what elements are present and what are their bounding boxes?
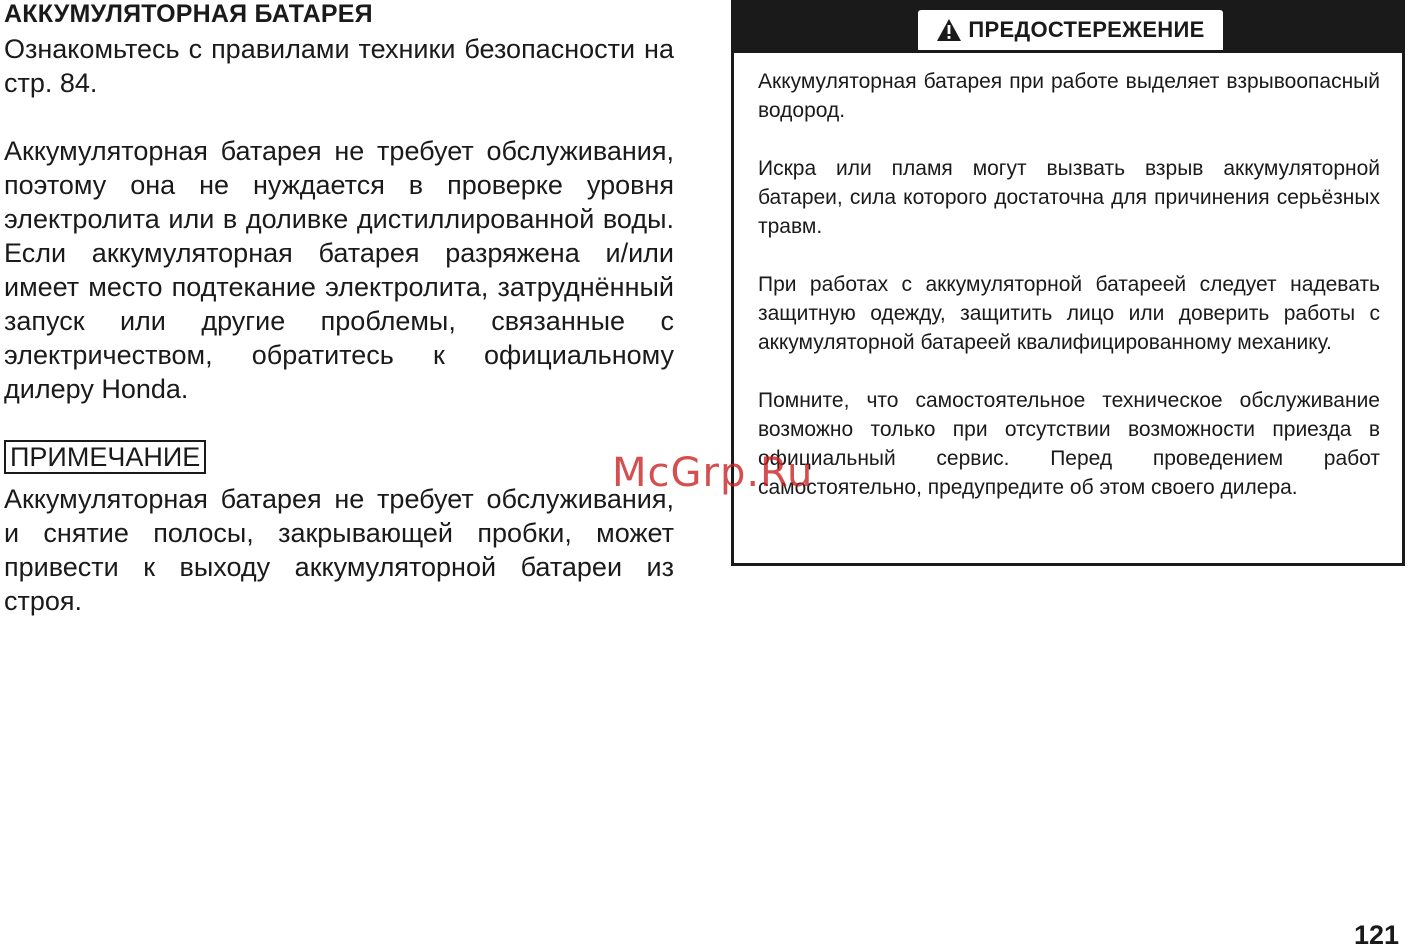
warning-triangle-icon <box>936 18 962 42</box>
warning-title: ПРЕДОСТЕРЕЖЕНИЕ <box>968 17 1205 42</box>
note-label: ПРИМЕЧАНИЕ <box>4 440 206 474</box>
warning-body <box>734 53 1402 502</box>
page-number: 121 <box>1353 920 1399 950</box>
warning-paragraph: Аккумуляторная батарея при работе выделяет взрывоопасный водород. <box>758 70 1380 122</box>
watermark: McGrp.Ru <box>612 450 814 496</box>
safety-reference-text: Ознакомьтесь с правилами техники безопасности на стр. 84. <box>4 34 674 98</box>
left-column <box>4 0 674 618</box>
warning-paragraph: Искра или пламя могут вызвать взрыв аккумуляторной батареи, сила которого достаточна для причинения серьёзных травм. <box>758 157 1380 238</box>
note-text: Аккумуляторная батарея не требует обслуживания, и снятие полосы, закрывающей пробки, может привести к выходу аккумуляторной батареи из строя. <box>4 484 674 616</box>
section-title: АККУМУЛЯТОРНАЯ БАТАРЕЯ <box>4 0 373 28</box>
warning-paragraph: Помните, что самостоятельное техническое обслуживание возможно только при отсутствии возможности приезда в официальный сервис. Перед проведением работ самостоятельно, предупредите об этом своего дилера. <box>758 389 1380 499</box>
warning-box <box>731 0 1405 566</box>
battery-maintenance-text: Аккумуляторная батарея не требует обслуживания, поэтому она не нуждается в проверке уровня электролита или в доливке дистиллированной воды. Если аккумуляторная батарея разряжена и/или имеет место подтекание электролита, затруднённый запуск или другие проблемы, связанные с электричеством, обратитесь к официальному дилеру Honda. <box>4 136 674 404</box>
warning-header <box>734 0 1402 53</box>
warning-title-tab <box>918 10 1223 50</box>
warning-paragraph: При работах с аккумуляторной батареей следует надевать защитную одежду, защитить лицо или доверить работы с аккумуляторной батареей квалифицированному механику. <box>758 273 1380 354</box>
